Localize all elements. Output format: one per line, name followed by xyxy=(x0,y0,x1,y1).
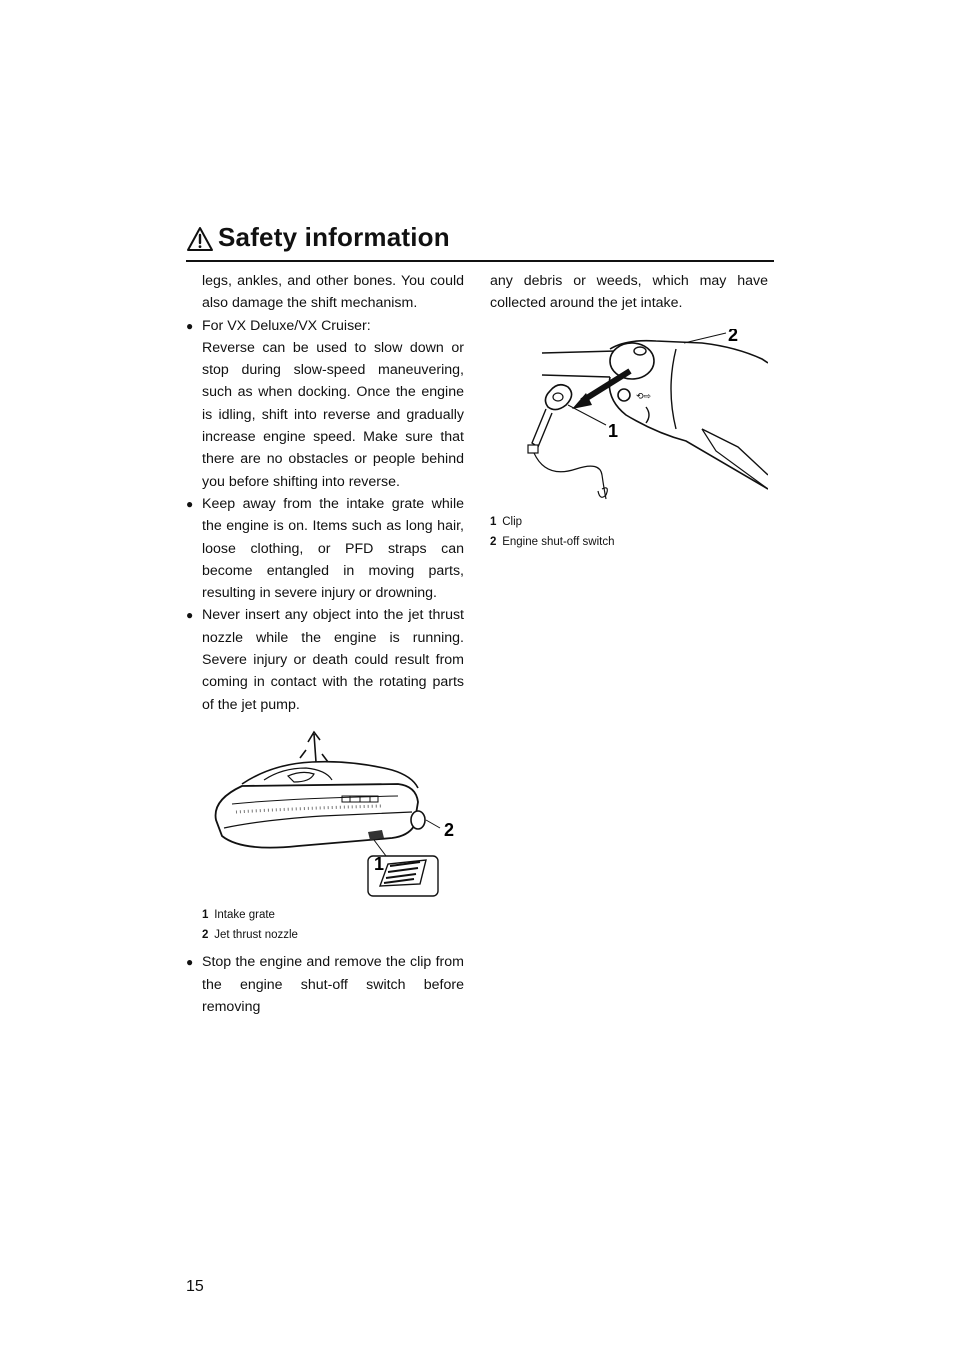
bullet-dot-icon: ● xyxy=(186,608,194,623)
watercraft-illustration xyxy=(202,728,464,898)
page-number: 15 xyxy=(186,1278,204,1295)
warning-triangle-icon xyxy=(186,226,214,252)
figure-caption-list xyxy=(202,905,464,945)
page-header xyxy=(186,222,774,262)
bullet-jet-nozzle xyxy=(186,604,464,715)
shutoff-switch-figure xyxy=(490,328,768,552)
bullet-dot-icon: ● xyxy=(186,955,194,970)
callout-2: 2 xyxy=(728,328,739,345)
watercraft-figure xyxy=(202,728,464,945)
caption-item: 2 Jet thrust nozzle xyxy=(202,929,298,942)
bullet-heading: For VX Deluxe/VX Cruiser: xyxy=(202,317,371,334)
figure-caption-list xyxy=(490,512,768,552)
continuation-text: any debris or weeds, which may have collected around the jet intake. xyxy=(490,273,768,312)
bullet-reverse xyxy=(186,315,464,493)
bullet-stop-engine xyxy=(186,951,464,1018)
continuation-text: legs, ankles, and other bones. You could also damage the shift mechanism. xyxy=(202,273,464,312)
bullet-text: Never insert any object into the jet thrust nozzle while the engine is running. Severe injury or death could result from coming in contact with the rotating parts of the jet pump. xyxy=(202,607,464,713)
bullet-intake-grate xyxy=(186,493,464,604)
callout-1: 1 xyxy=(374,853,385,874)
bullet-text: Reverse can be used to slow down or stop during slow-speed maneuvering, such as when docking. Once the engine is idling, shift into reverse and gradually increase engine speed. Make sure that there are no obstacles or people behind you before shifting into reverse. xyxy=(202,339,464,490)
bullet-text: Keep away from the intake grate while the engine is on. Items such as long hair, loose clothing, or PFD straps can become entangled in moving parts, resulting in severe injury or drowning. xyxy=(202,495,464,602)
bullet-dot-icon: ● xyxy=(186,318,194,333)
bullet-dot-icon: ● xyxy=(186,496,194,511)
caption-item: 1 Intake grate xyxy=(202,909,275,922)
left-column xyxy=(186,270,464,1018)
shutoff-switch-illustration xyxy=(506,329,768,501)
svg-text:⟲⇨: ⟲⇨ xyxy=(636,390,652,401)
caption-item: 2 Engine shut-off switch xyxy=(490,535,615,548)
bullet-text: Stop the engine and remove the clip from the engine shut-off switch before removing xyxy=(202,954,464,1015)
callout-2: 2 xyxy=(444,819,455,840)
callout-1: 1 xyxy=(608,420,619,441)
right-column xyxy=(490,270,768,558)
caption-item: 1 Clip xyxy=(490,515,523,528)
page-title: Safety information xyxy=(218,222,450,252)
